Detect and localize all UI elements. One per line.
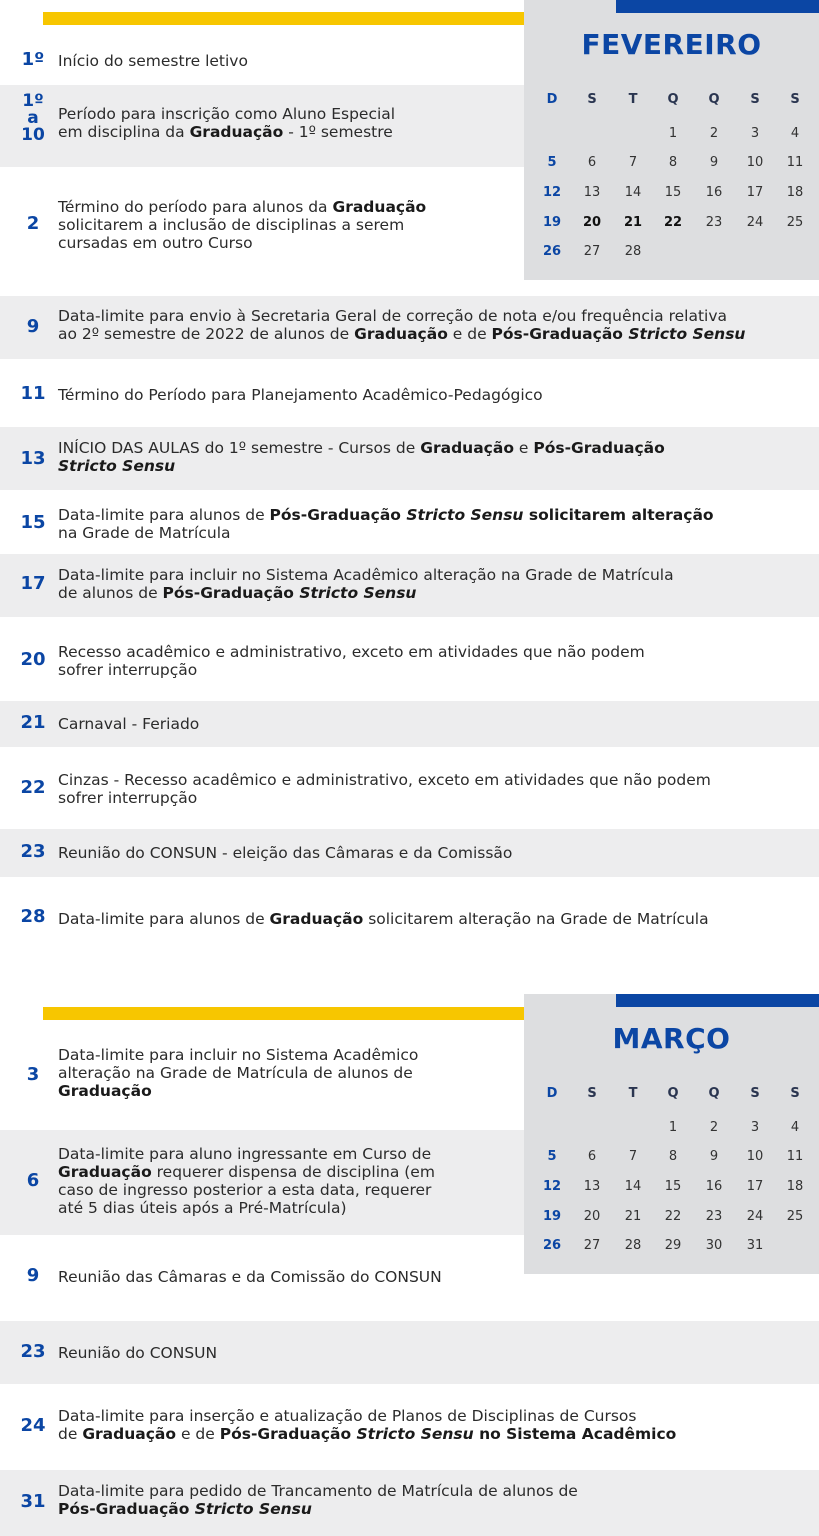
event-date: 24 bbox=[20, 1415, 46, 1436]
calendar-day: 15 bbox=[664, 185, 682, 200]
event-description: Data-limite para inserção e atualização de Planos de Disciplinas de Cursos de Graduação e de Pós-Graduação Stricto Sensu no Sistema Acadêmico bbox=[58, 1407, 677, 1443]
event-description: Reunião do CONSUN - eleição das Câmaras e da Comissão bbox=[58, 844, 513, 862]
calendar-day: 21 bbox=[624, 1209, 642, 1224]
weekday-header: T bbox=[628, 1086, 638, 1101]
event-date: 15 bbox=[20, 512, 46, 533]
calendar-day: 16 bbox=[705, 185, 723, 200]
calendar-day: 10 bbox=[746, 155, 764, 170]
blue-accent-bar bbox=[616, 994, 819, 1007]
weekday-header: Q bbox=[667, 92, 679, 107]
calendar-day: 12 bbox=[542, 1179, 562, 1194]
weekday-header: D bbox=[546, 92, 558, 107]
event-description: Cinzas - Recesso acadêmico e administrativo, exceto em atividades que não podem sofrer interrupção bbox=[58, 771, 711, 807]
calendar-day: 14 bbox=[624, 1179, 642, 1194]
weekday-header: T bbox=[628, 92, 638, 107]
event-date: 23 bbox=[20, 841, 46, 862]
calendar-day: 16 bbox=[705, 1179, 723, 1194]
calendar-day: 24 bbox=[746, 215, 764, 230]
event-description: Período para inscrição como Aluno Especial em disciplina da Graduação - 1º semestre bbox=[58, 105, 396, 141]
event-date: 28 bbox=[20, 906, 46, 927]
calendar-day: 31 bbox=[746, 1238, 764, 1253]
calendar-day: 5 bbox=[547, 1149, 557, 1164]
month-title-marco: MARÇO bbox=[612, 1022, 731, 1055]
event-date: 23 bbox=[20, 1341, 46, 1362]
event-date: 11 bbox=[20, 383, 46, 404]
calendar-day: 3 bbox=[750, 1120, 760, 1135]
event-date: 1º bbox=[21, 49, 45, 70]
event-description: Data-limite para alunos de Pós-Graduação Stricto Sensu solicitarem alteração na Grade de Matrícula bbox=[58, 506, 714, 542]
calendar-day: 7 bbox=[628, 1149, 638, 1164]
calendar-day: 23 bbox=[705, 1209, 723, 1224]
event-description: Data-limite para aluno ingressante em Curso de Graduação requerer dispensa de disciplina (em caso de ingresso posterior a esta data, requerer até 5 dias úteis após a Pré-Matrícula) bbox=[58, 1145, 435, 1217]
event-date: 3 bbox=[26, 1064, 40, 1085]
calendar-day: 4 bbox=[790, 126, 800, 141]
calendar-day: 29 bbox=[664, 1238, 682, 1253]
calendar-day: 20 bbox=[582, 215, 602, 230]
event-description: Reunião das Câmaras e da Comissão do CONSUN bbox=[58, 1268, 442, 1286]
event-date: 17 bbox=[20, 573, 46, 594]
calendar-fevereiro bbox=[524, 0, 819, 280]
weekday-header: Q bbox=[708, 92, 720, 107]
event-date: 6 bbox=[26, 1170, 40, 1191]
blue-accent-bar bbox=[616, 0, 819, 13]
calendar-day: 5 bbox=[547, 155, 557, 170]
event-date: 2 bbox=[26, 213, 40, 234]
calendar-day: 27 bbox=[583, 244, 601, 259]
calendar-day: 21 bbox=[623, 215, 643, 230]
calendar-day: 10 bbox=[746, 1149, 764, 1164]
event-date: 13 bbox=[20, 448, 46, 469]
event-description: Data-limite para incluir no Sistema Acadêmico alteração na Grade de Matrícula de alunos de Pós-Graduação Stricto Sensu bbox=[58, 566, 674, 602]
weekday-header: S bbox=[587, 1086, 597, 1101]
calendar-day: 13 bbox=[583, 1179, 601, 1194]
event-date: 20 bbox=[20, 649, 46, 670]
calendar-day: 3 bbox=[750, 126, 760, 141]
event-date: 9 bbox=[26, 1265, 40, 1286]
calendar-day: 7 bbox=[628, 155, 638, 170]
calendar-day: 25 bbox=[786, 1209, 804, 1224]
weekday-header: D bbox=[546, 1086, 558, 1101]
weekday-header: S bbox=[790, 1086, 800, 1101]
calendar-day: 28 bbox=[624, 244, 642, 259]
weekday-header: S bbox=[790, 92, 800, 107]
event-description: Data-limite para incluir no Sistema Acadêmico alteração na Grade de Matrícula de alunos de Graduação bbox=[58, 1046, 419, 1100]
yellow-accent-bar bbox=[43, 12, 565, 25]
calendar-day: 2 bbox=[709, 1120, 719, 1135]
event-description: Término do Período para Planejamento Acadêmico-Pedagógico bbox=[58, 386, 543, 404]
event-description: Término do período para alunos da Graduação solicitarem a inclusão de disciplinas a serem cursadas em outro Curso bbox=[58, 198, 427, 252]
calendar-day: 15 bbox=[664, 1179, 682, 1194]
weekday-header: Q bbox=[708, 1086, 720, 1101]
calendar-day: 9 bbox=[709, 155, 719, 170]
calendar-day: 25 bbox=[786, 215, 804, 230]
event-description: Data-limite para pedido de Trancamento de Matrícula de alunos de Pós-Graduação Stricto Sensu bbox=[58, 1482, 578, 1518]
calendar-day: 22 bbox=[663, 215, 683, 230]
calendar-day: 1 bbox=[668, 1120, 678, 1135]
calendar-day: 17 bbox=[746, 185, 764, 200]
calendar-day: 2 bbox=[709, 126, 719, 141]
calendar-day: 13 bbox=[583, 185, 601, 200]
calendar-day: 19 bbox=[542, 215, 562, 230]
event-description: Reunião do CONSUN bbox=[58, 1344, 218, 1362]
calendar-day: 24 bbox=[746, 1209, 764, 1224]
yellow-accent-bar bbox=[43, 1007, 565, 1020]
event-description: Início do semestre letivo bbox=[58, 52, 248, 70]
calendar-day: 6 bbox=[587, 155, 597, 170]
calendar-day: 17 bbox=[746, 1179, 764, 1194]
calendar-day: 30 bbox=[705, 1238, 723, 1253]
calendar-day: 27 bbox=[583, 1238, 601, 1253]
calendar-day: 4 bbox=[790, 1120, 800, 1135]
calendar-day: 18 bbox=[786, 1179, 804, 1194]
calendar-marco bbox=[524, 994, 819, 1274]
event-date: 21 bbox=[20, 712, 46, 733]
month-title-fevereiro: FEVEREIRO bbox=[581, 28, 762, 61]
event-description: Data-limite para alunos de Graduação solicitarem alteração na Grade de Matrícula bbox=[58, 910, 709, 928]
event-date: 31 bbox=[20, 1491, 46, 1512]
event-description: Carnaval - Feriado bbox=[58, 715, 200, 733]
calendar-day: 23 bbox=[705, 215, 723, 230]
calendar-day: 22 bbox=[664, 1209, 682, 1224]
calendar-day: 11 bbox=[786, 1149, 804, 1164]
calendar-day: 26 bbox=[542, 1238, 562, 1253]
weekday-header: S bbox=[750, 92, 760, 107]
calendar-day: 18 bbox=[786, 185, 804, 200]
weekday-header: S bbox=[587, 92, 597, 107]
calendar-day: 9 bbox=[709, 1149, 719, 1164]
event-description: Recesso acadêmico e administrativo, exceto em atividades que não podem sofrer interrupção bbox=[58, 643, 645, 679]
weekday-header: S bbox=[750, 1086, 760, 1101]
weekday-header: Q bbox=[667, 1086, 679, 1101]
calendar-day: 6 bbox=[587, 1149, 597, 1164]
event-date: 1º a 10 bbox=[21, 91, 45, 145]
calendar-day: 11 bbox=[786, 155, 804, 170]
calendar-day: 19 bbox=[542, 1209, 562, 1224]
calendar-day: 1 bbox=[668, 126, 678, 141]
calendar-day: 28 bbox=[624, 1238, 642, 1253]
calendar-day: 8 bbox=[668, 155, 678, 170]
calendar-day: 8 bbox=[668, 1149, 678, 1164]
calendar-day: 26 bbox=[542, 244, 562, 259]
event-date: 22 bbox=[20, 777, 46, 798]
event-date: 9 bbox=[26, 316, 40, 337]
calendar-day: 20 bbox=[583, 1209, 601, 1224]
calendar-day: 14 bbox=[624, 185, 642, 200]
event-description: Data-limite para envio à Secretaria Geral de correção de nota e/ou frequência relativa ao 2º semestre de 2022 de alunos de Graduação e de Pós-Graduação Stricto Sensu bbox=[58, 307, 746, 343]
event-description: INÍCIO DAS AULAS do 1º semestre - Cursos de Graduação e Pós-Graduação Stricto Sensu bbox=[58, 439, 665, 475]
calendar-day: 12 bbox=[542, 185, 562, 200]
